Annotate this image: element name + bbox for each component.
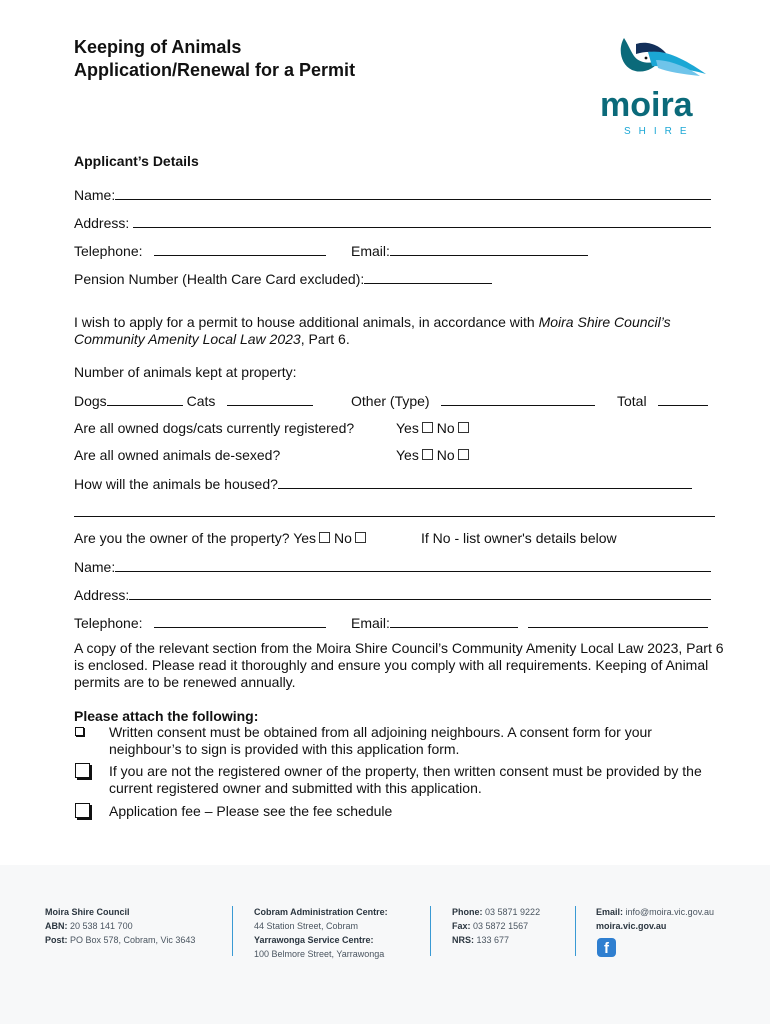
dogs-cats-row: [74, 392, 313, 410]
attach-item-3-text: Application fee – Please see the fee schedule: [109, 803, 393, 819]
website-link[interactable]: moira.vic.gov.au: [596, 921, 667, 931]
email-label: Email:: [351, 243, 390, 259]
telephone-field[interactable]: [154, 242, 326, 256]
title-line-2: Application/Renewal for a Permit: [74, 60, 356, 80]
logo-wordmark: moira: [600, 86, 693, 124]
checkbox-1[interactable]: [75, 727, 84, 736]
fax-label: Fax:: [452, 921, 471, 931]
attach-item-2: [74, 763, 724, 799]
registered-no-checkbox[interactable]: [458, 422, 469, 433]
applicant-email: [351, 242, 588, 259]
fax-value: 03 5872 1567: [473, 921, 529, 931]
checkbox-3[interactable]: [75, 803, 90, 818]
owner-no-checkbox[interactable]: [355, 532, 366, 543]
total-field[interactable]: [658, 392, 708, 406]
nrs-label: NRS:: [452, 935, 474, 945]
email-label-footer: Email:: [596, 907, 624, 917]
total-label: Total: [617, 393, 647, 409]
title-line-1: Keeping of Animals: [74, 37, 242, 57]
attach-heading: Please attach the following:: [74, 708, 259, 724]
cobram-label: Cobram Administration Centre:: [254, 907, 388, 917]
name-field[interactable]: [115, 186, 711, 200]
desexed-yes-label: Yes: [396, 447, 419, 463]
other-field[interactable]: [441, 392, 595, 406]
owner-yes-checkbox[interactable]: [319, 532, 330, 543]
owner-yes-label: Yes: [293, 530, 317, 546]
attach-item-2-text: If you are not the registered owner of the property, then written consent must be provided by the current registered owner and submitted with this application.: [109, 763, 702, 796]
desexed-no-label: No: [436, 447, 455, 463]
local-law-reference: Moira Shire Council’s Community Amenity Local Law 2023: [74, 314, 671, 347]
phone-value: 03 5871 9222: [485, 907, 541, 917]
footer-contact: [452, 905, 540, 947]
pension-row: [74, 270, 492, 288]
nrs-value: 133 677: [476, 935, 510, 945]
owner-telephone-field[interactable]: [154, 614, 326, 628]
total-animals: [617, 392, 708, 409]
applicant-name-row: [74, 186, 711, 204]
cats-field[interactable]: [227, 392, 313, 406]
applicant-heading: Applicant’s Details: [74, 153, 199, 169]
intro-paragraph: [74, 314, 724, 348]
owner-if-no: If No - list owner's details below: [421, 530, 617, 546]
footer-council: [45, 905, 195, 947]
pension-field[interactable]: [364, 270, 492, 284]
council-name: Moira Shire Council: [45, 907, 130, 917]
email-value[interactable]: info@moira.vic.gov.au: [625, 907, 715, 917]
owner-name-field[interactable]: [115, 558, 711, 572]
yarrawonga-label: Yarrawonga Service Centre:: [254, 935, 374, 945]
other-animals: [351, 392, 595, 409]
owner-email-field-extra[interactable]: [528, 614, 708, 628]
dogs-field[interactable]: [107, 392, 183, 406]
registered-options: [396, 420, 469, 436]
owner-question: Are you the owner of the property?: [74, 530, 290, 546]
housed-field[interactable]: [278, 475, 692, 489]
housed-question: How will the animals be housed?: [74, 476, 278, 492]
housed-field-line-2[interactable]: [74, 516, 715, 517]
desexed-options: [396, 447, 469, 463]
intro-text: I wish to apply for a permit to house additional animals, in accordance with: [74, 314, 539, 330]
moira-shire-logo: [596, 30, 720, 144]
bird-logo-icon: [596, 30, 720, 90]
facebook-icon[interactable]: f: [597, 938, 616, 957]
footer-offices: [254, 905, 388, 961]
yarrawonga-address: 100 Belmore Street, Yarrawonga: [254, 949, 385, 959]
owner-address-field[interactable]: [129, 586, 711, 600]
owner-address-label: Address:: [74, 587, 130, 603]
pension-label: Pension Number (Health Care Card excluded):: [74, 271, 365, 287]
telephone-label: Telephone:: [74, 243, 143, 259]
registered-no-label: No: [436, 420, 455, 436]
attach-item-3: [74, 803, 724, 823]
attach-item-1-text: Written consent must be obtained from all adjoining neighbours. A consent form for your neighbour’s to sign is provided with this application form.: [109, 724, 652, 757]
owner-telephone-label: Telephone:: [74, 615, 143, 631]
footer-divider-3: [575, 906, 576, 956]
desexed-question: Are all owned animals de-sexed?: [74, 447, 281, 463]
owner-question-row: [74, 530, 366, 547]
name-label: Name:: [74, 187, 116, 203]
checkbox-2[interactable]: [75, 763, 90, 778]
applicant-address-row: [74, 214, 711, 232]
phone-label: Phone:: [452, 907, 483, 917]
post-label: Post:: [45, 935, 68, 945]
intro-part: , Part 6.: [300, 331, 350, 347]
registered-yes-label: Yes: [396, 420, 419, 436]
logo-subword: SHIRE: [624, 126, 695, 137]
attach-item-1: [74, 724, 724, 760]
dogs-label: Dogs: [74, 393, 107, 409]
address-field[interactable]: [133, 214, 711, 228]
owner-phone-row: [74, 614, 326, 632]
other-label: Other (Type): [351, 393, 430, 409]
notice-paragraph: A copy of the relevant section from the Moira Shire Council’s Community Amenity Local Law 2023, Part 6 is enclosed. Please read it thoroughly and ensure you comply with all requirements. Keeping of Animal permits are to be renewed annually.: [74, 640, 724, 690]
cobram-address: 44 Station Street, Cobram: [254, 921, 359, 931]
desexed-yes-checkbox[interactable]: [422, 449, 433, 460]
owner-no-label: No: [333, 530, 352, 546]
registered-yes-checkbox[interactable]: [422, 422, 433, 433]
owner-name-label: Name:: [74, 559, 116, 575]
page-title: [74, 36, 355, 82]
owner-email-field[interactable]: [390, 614, 518, 628]
footer-divider-1: [232, 906, 233, 956]
footer-web: [596, 905, 714, 933]
abn-value: 20 538 141 700: [70, 921, 133, 931]
cats-label: Cats: [186, 393, 216, 409]
owner-name-row: [74, 558, 711, 576]
desexed-no-checkbox[interactable]: [458, 449, 469, 460]
owner-address-row: [74, 586, 711, 604]
owner-email: [351, 614, 708, 631]
applicant-phone-row: [74, 242, 326, 260]
footer-divider-2: [430, 906, 431, 956]
abn-label: ABN:: [45, 921, 68, 931]
animals-heading: Number of animals kept at property:: [74, 364, 297, 380]
address-label: Address:: [74, 215, 130, 231]
email-field[interactable]: [390, 242, 588, 256]
post-value: PO Box 578, Cobram, Vic 3643: [70, 935, 196, 945]
registered-question: Are all owned dogs/cats currently registered?: [74, 420, 355, 436]
housed-row: [74, 475, 692, 493]
owner-email-label: Email:: [351, 615, 390, 631]
